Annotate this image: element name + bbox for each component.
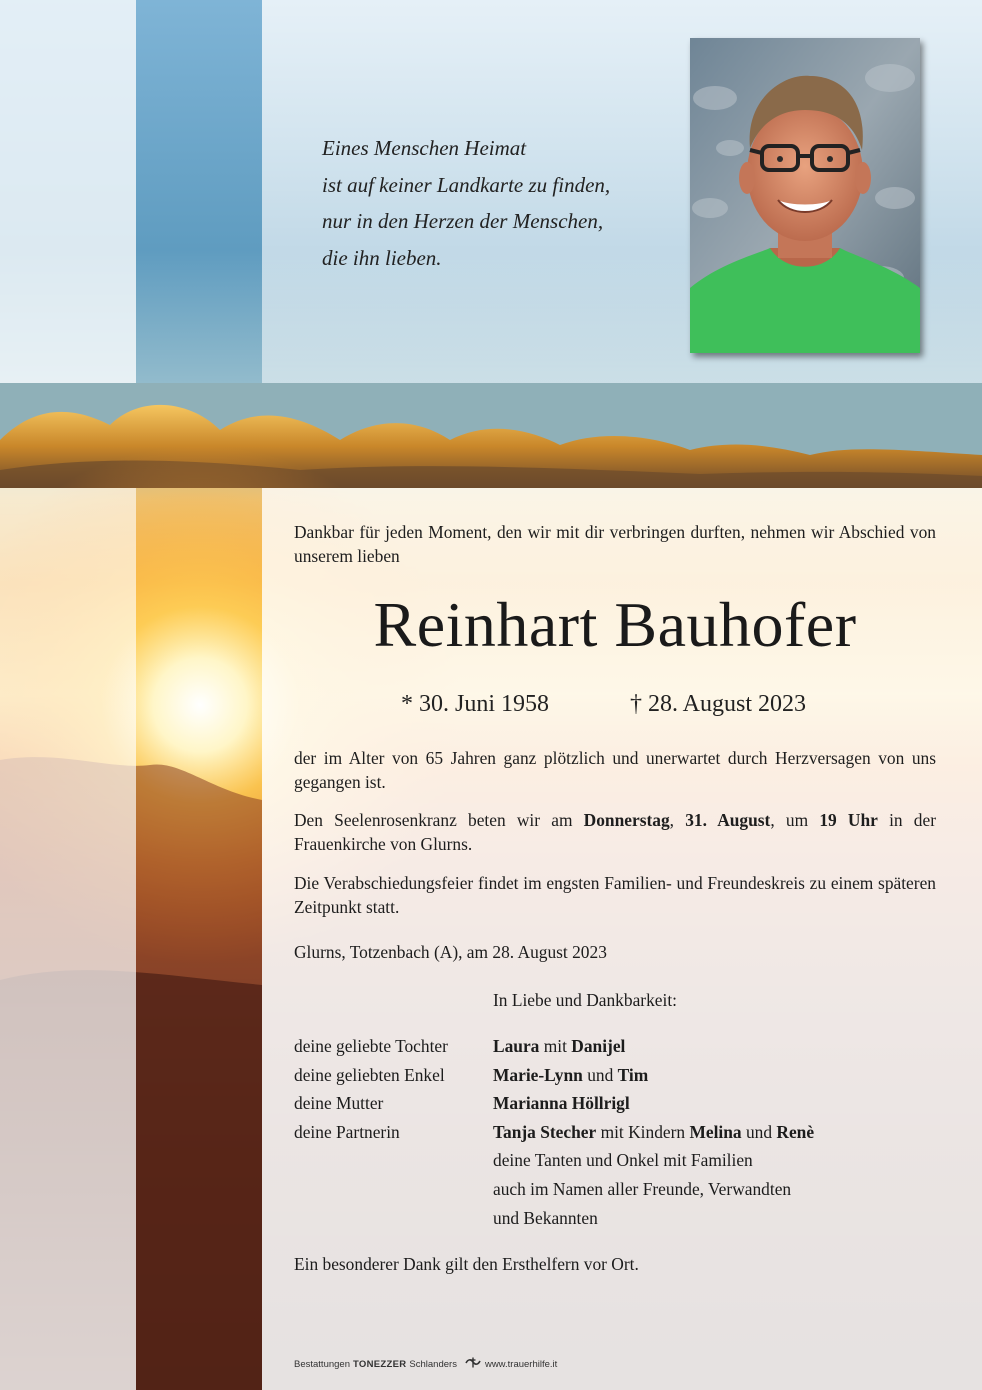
quote-line: nur in den Herzen der Menschen, <box>322 209 604 233</box>
footer <box>294 1357 557 1371</box>
rosary-text-part: , <box>669 810 686 830</box>
mourner-name: Laura <box>493 1036 540 1056</box>
footer-town: Schlanders <box>409 1358 457 1370</box>
cross-veil-top-left <box>0 0 136 383</box>
mourner-names <box>493 1032 625 1061</box>
rosary-day: Donnerstag <box>583 810 670 830</box>
mourner-relation: deine Partnerin <box>294 1121 400 1142</box>
mourner-extra-line: deine Tanten und Onkel mit Familien <box>493 1150 753 1171</box>
quote-line: die ihn lieben. <box>322 245 442 270</box>
place-and-date: Glurns, Totzenbach (A), am 28. August 2023 <box>294 942 607 962</box>
mourner-connector: mit Kindern <box>596 1121 690 1142</box>
mourner-name: Marie-Lynn <box>493 1064 583 1085</box>
rosary-text-part: Den Seelenrosenkranz beten wir am <box>294 810 584 830</box>
rosary-text <box>294 808 936 856</box>
footer-brand: TONEZZER <box>353 1358 407 1370</box>
quote-line: ist auf keiner Landkarte zu finden, <box>322 172 611 197</box>
mourner-name: Melina <box>689 1121 742 1142</box>
mourner-names <box>493 1061 648 1090</box>
closing-line: In Liebe und Dankbarkeit: <box>493 990 677 1010</box>
mourner-name: Tim <box>617 1064 649 1085</box>
rosary-text-part: , um <box>770 810 820 830</box>
rosary-date: 31. August <box>685 810 771 830</box>
thanks-line: Ein besonderer Dank gilt den Ersthelfern vor Ort. <box>294 1254 639 1274</box>
mourner-name: Marianna Höllrigl <box>493 1093 630 1114</box>
mourner-relation: deine geliebte Tochter <box>294 1036 448 1056</box>
mourner-name: Renè <box>776 1121 815 1142</box>
mourner-extra-line: und Bekannten <box>493 1207 598 1228</box>
footer-website-link[interactable]: www.trauerhilfe.it <box>484 1358 558 1370</box>
mourner-extra-line: auch im Namen aller Freunde, Verwandten <box>493 1178 792 1199</box>
mourner-name: Danijel <box>571 1036 626 1056</box>
mourner-name: Tanja Stecher <box>493 1121 597 1142</box>
deceased-name: Reinhart Bauhofer <box>373 589 857 660</box>
portrait-photo <box>690 38 920 353</box>
death-date: † 28. August 2023 <box>630 691 807 717</box>
rosary-text-part: in der Frauenkirche von Glurns. <box>294 810 936 854</box>
mourner-names <box>493 1089 630 1118</box>
intro-text: Dankbar für jeden Moment, den wir mit dir verbringen durften, nehmen wir Abschied von unserem lieben <box>294 522 936 566</box>
mourner-connector: und <box>741 1121 777 1142</box>
birth-date: * 30. Juni 1958 <box>401 691 550 717</box>
mourner-relation: deine geliebten Enkel <box>294 1064 445 1085</box>
portrait-illustration <box>690 38 920 353</box>
passing-text: der im Alter von 65 Jahren ganz plötzlich und unerwartet durch Herzversagen von uns gegangen ist. <box>294 748 936 792</box>
rosary-time: 19 Uhr <box>819 810 878 830</box>
footer-prefix: Bestattungen <box>294 1358 350 1370</box>
memorial-quote <box>322 130 682 276</box>
farewell-text: Die Verabschiedungsfeier findet im engsten Familien- und Freundeskreis zu einem späteren Zeitpunkt statt. <box>294 873 936 917</box>
mourner-names <box>493 1118 814 1147</box>
mourner-connector: mit <box>539 1036 572 1056</box>
quote-line: Eines Menschen Heimat <box>322 136 527 160</box>
mourner-connector: und <box>582 1064 618 1085</box>
cross-veil-bottom-left <box>0 488 136 1390</box>
mourner-relation: deine Mutter <box>294 1093 384 1114</box>
trauerhilfe-logo-icon <box>465 1357 481 1371</box>
